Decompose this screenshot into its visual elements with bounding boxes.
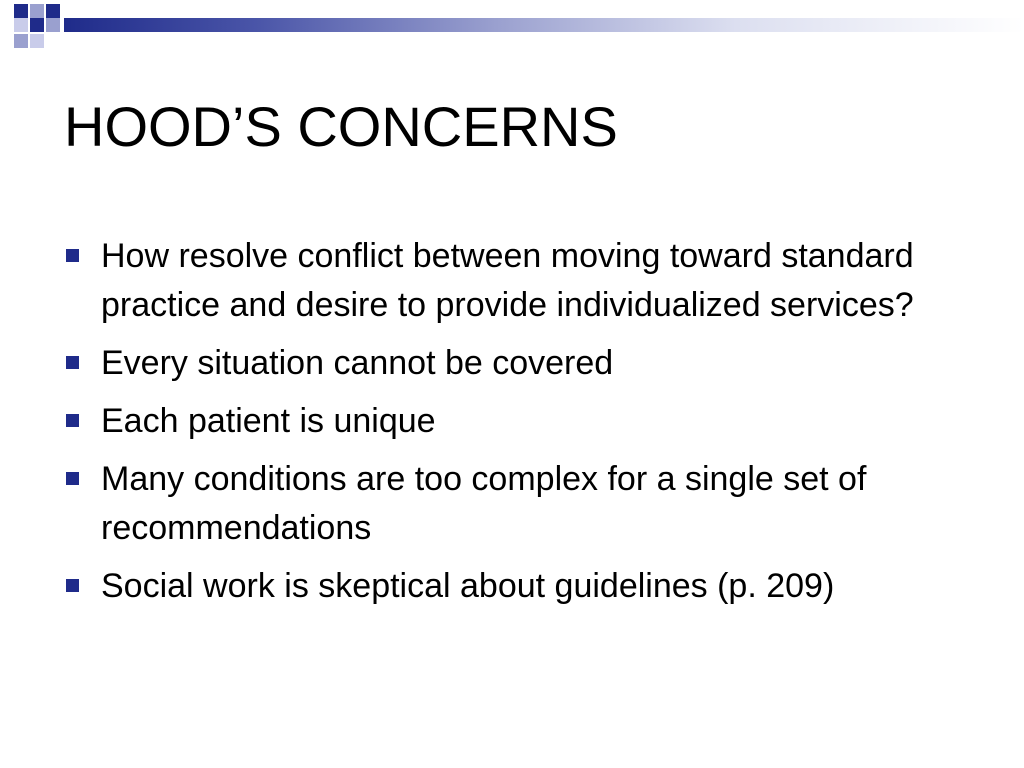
- bullet-text: Each patient is unique: [101, 402, 436, 440]
- slide-title: HOOD’S CONCERNS: [64, 95, 618, 158]
- deco-square: [30, 18, 44, 32]
- bullet-square-icon: [66, 472, 79, 485]
- bullet-square-icon: [66, 249, 79, 262]
- bullet-text: Social work is skeptical about guidelines (p. 209): [101, 567, 835, 605]
- bullet-list: [64, 232, 974, 620]
- bullet-item: [64, 562, 974, 611]
- header-decoration: [0, 0, 1024, 64]
- header-gradient-bar: [64, 18, 1024, 32]
- bullet-text: How resolve conflict between moving toward standard practice and desire to provide individualized services?: [101, 237, 914, 324]
- bullet-square-icon: [66, 579, 79, 592]
- bullet-item: [64, 455, 974, 553]
- deco-square: [46, 4, 60, 18]
- deco-square: [30, 4, 44, 18]
- deco-square: [30, 34, 44, 48]
- deco-square: [14, 18, 28, 32]
- deco-square: [46, 18, 60, 32]
- bullet-square-icon: [66, 414, 79, 427]
- bullet-square-icon: [66, 356, 79, 369]
- deco-square: [14, 4, 28, 18]
- bullet-item: [64, 232, 974, 330]
- bullet-text: Every situation cannot be covered: [101, 344, 614, 382]
- bullet-item: [64, 397, 974, 446]
- bullet-text: Many conditions are too complex for a single set of recommendations: [101, 460, 867, 547]
- bullet-item: [64, 339, 974, 388]
- deco-square: [14, 34, 28, 48]
